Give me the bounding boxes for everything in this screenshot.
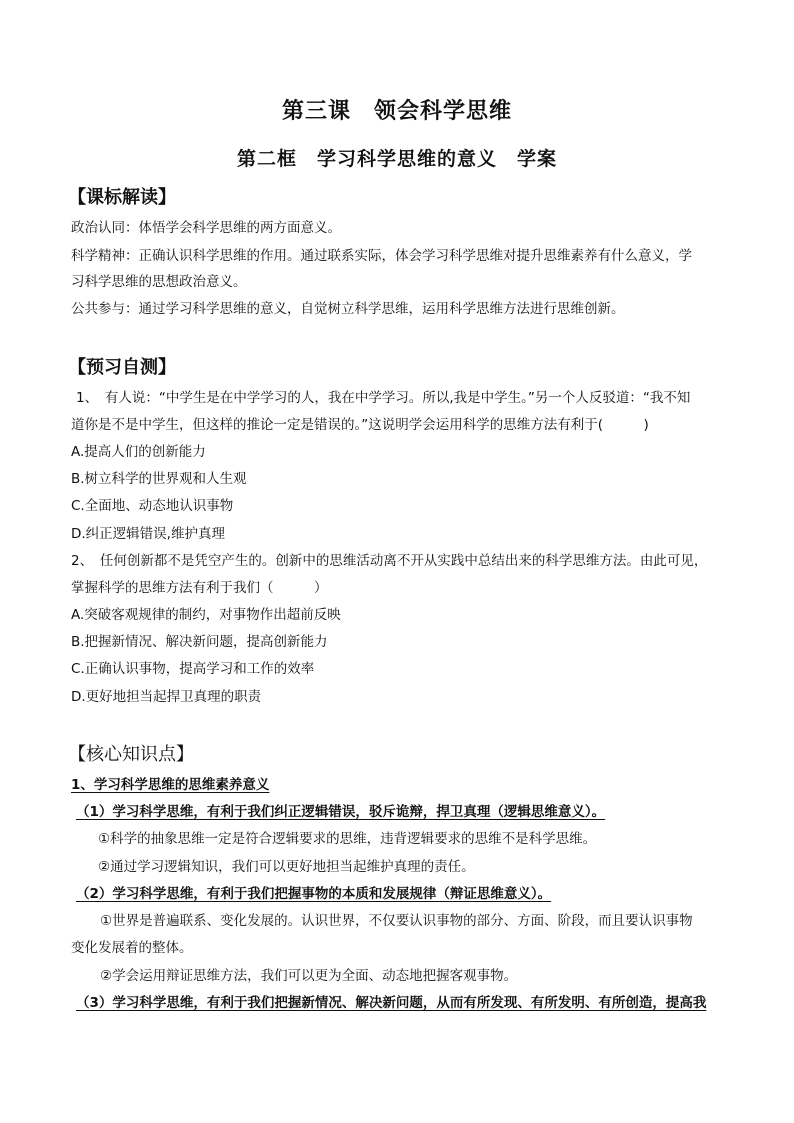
core-item: ①科学的抽象思维一定是符合逻辑要求的思维，违背逻辑要求的思维不是科学思维。: [98, 831, 597, 847]
section-heading-standards: 【课标解读】: [68, 187, 176, 208]
core-item: ②学会运用辩证思维方法，我们可以更为全面、动态地把握客观事物。: [100, 968, 518, 984]
question-1-text: 道你是不是中学生，但这样的推论一定是错误的。”这说明学会运用科学的思维方法有利于( ): [71, 417, 649, 433]
question-1-option: B.树立科学的世界观和人生观: [71, 471, 247, 487]
question-2-option: D.更好地担当起捍卫真理的职责: [71, 689, 262, 705]
question-1-text: 1、 有人说：“中学生是在中学学习的人，我在中学学习。所以,我是中学生。”另一个人反驳道：“我不知: [76, 390, 691, 406]
core-item: ①世界是普遍联系、变化发展的。认识世界，不仅要认识事物的部分、方面、阶段，而且要认识事物: [100, 913, 693, 929]
core-subpoint: （1）学习科学思维，有利于我们纠正逻辑错误，驳斥诡辩，捍卫真理（逻辑思维意义）。: [76, 804, 606, 820]
core-point-heading: 1、学习科学思维的思维素养意义: [71, 777, 270, 793]
question-2-option: B.把握新情况、解决新问题，提高创新能力: [71, 634, 328, 650]
standards-line: 公共参与：通过学习科学思维的意义，自觉树立科学思维，运用科学思维方法进行思维创新。: [71, 301, 625, 317]
standards-line: 政治认同：体悟学会科学思维的两方面意义。: [71, 220, 341, 236]
question-2-option: C.正确认识事物，提高学习和工作的效率: [71, 661, 315, 677]
question-1-option: A.提高人们的创新能力: [71, 444, 206, 460]
question-1-option: D.纠正逻辑错误,维护真理: [71, 526, 225, 542]
page-title: 第三课 领会科学思维: [281, 99, 512, 124]
page-subtitle: 第二框 学习科学思维的意义 学案: [236, 148, 557, 170]
question-2-option: A.突破客观规律的制约，对事物作出超前反映: [71, 607, 341, 623]
question-1-option: C.全面地、动态地认识事物: [71, 498, 234, 514]
core-item: 变化发展着的整体。: [71, 940, 193, 956]
standards-line: 习科学思维的思想政治意义。: [71, 274, 247, 290]
core-item: ②通过学习逻辑知识，我们可以更好地担当起维护真理的责任。: [98, 859, 475, 875]
section-heading-preview: 【预习自测】: [68, 357, 176, 378]
section-heading-core: 【核心知识点】: [68, 744, 194, 765]
question-2-text: 2、 任何创新都不是凭空产生的。创新中的思维活动离不开从实践中总结出来的科学思维方法。由此可见，: [71, 553, 708, 569]
standards-line: 科学精神：正确认识科学思维的作用。通过联系实际，体会学习科学思维对提升思维素养有什么意义，学: [71, 248, 692, 264]
core-subpoint: （3）学习科学思维，有利于我们把握新情况、解决新问题，从而有所发现、有所发明、有所创造，提高我: [76, 995, 707, 1011]
question-2-text: 掌握科学的思维方法有利于我们（ ）: [71, 580, 328, 596]
core-subpoint: （2）学习科学思维，有利于我们把握事物的本质和发展规律（辩证思维意义）。: [76, 886, 552, 902]
